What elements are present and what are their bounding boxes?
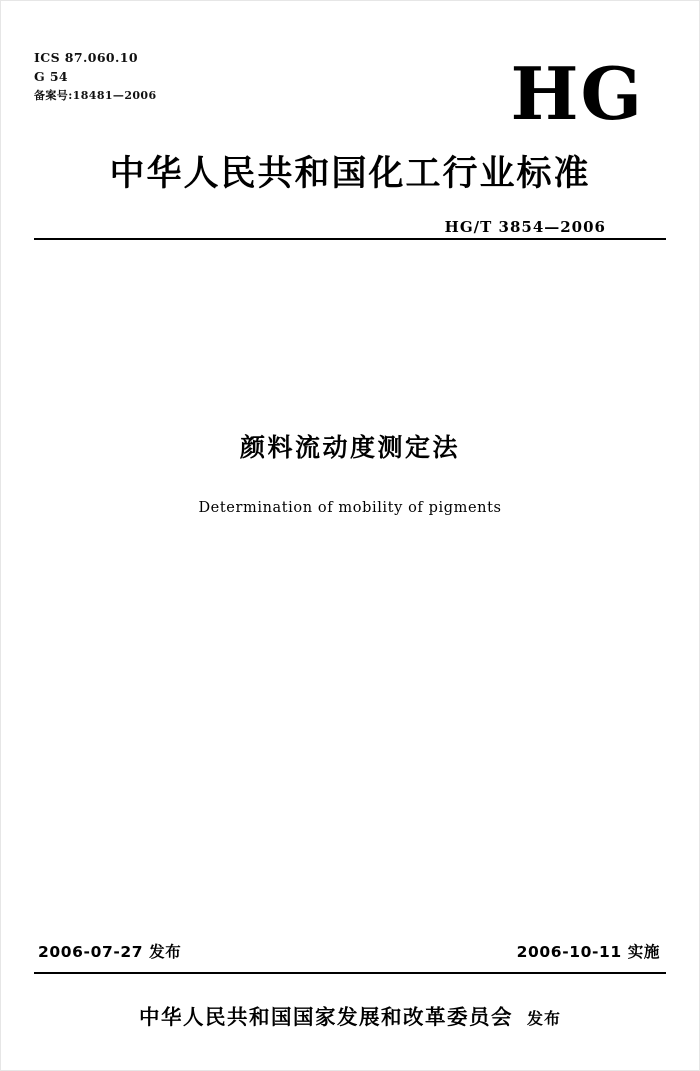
implementation-date: 2006-10-11 实施 [516,943,660,961]
record-number: 备案号:18481—2006 [34,88,157,102]
footer-divider [34,972,666,974]
national-standard-title: 中华人民共和国化工行业标准 [109,154,591,194]
hg-logo: HG [510,51,644,136]
cover-header [34,48,666,278]
dates-row [34,940,666,966]
publisher-verb: 发布 [526,1009,561,1028]
standard-number: HG/T 3854—2006 [444,218,606,236]
issue-date: 2006-07-27 发布 [38,943,182,961]
document-title-en: Determination of mobility of pigments [198,500,502,516]
ics-classification-block [34,48,157,104]
header-divider [34,238,666,240]
classification-code: G 54 [34,69,69,85]
document-title-cn: 颜料流动度测定法 [239,433,460,462]
publisher-name: 中华人民共和国国家发展和改革委员会 [138,1005,513,1029]
publisher-line [0,1000,700,1030]
ics-code: ICS 87.060.10 [34,50,138,65]
